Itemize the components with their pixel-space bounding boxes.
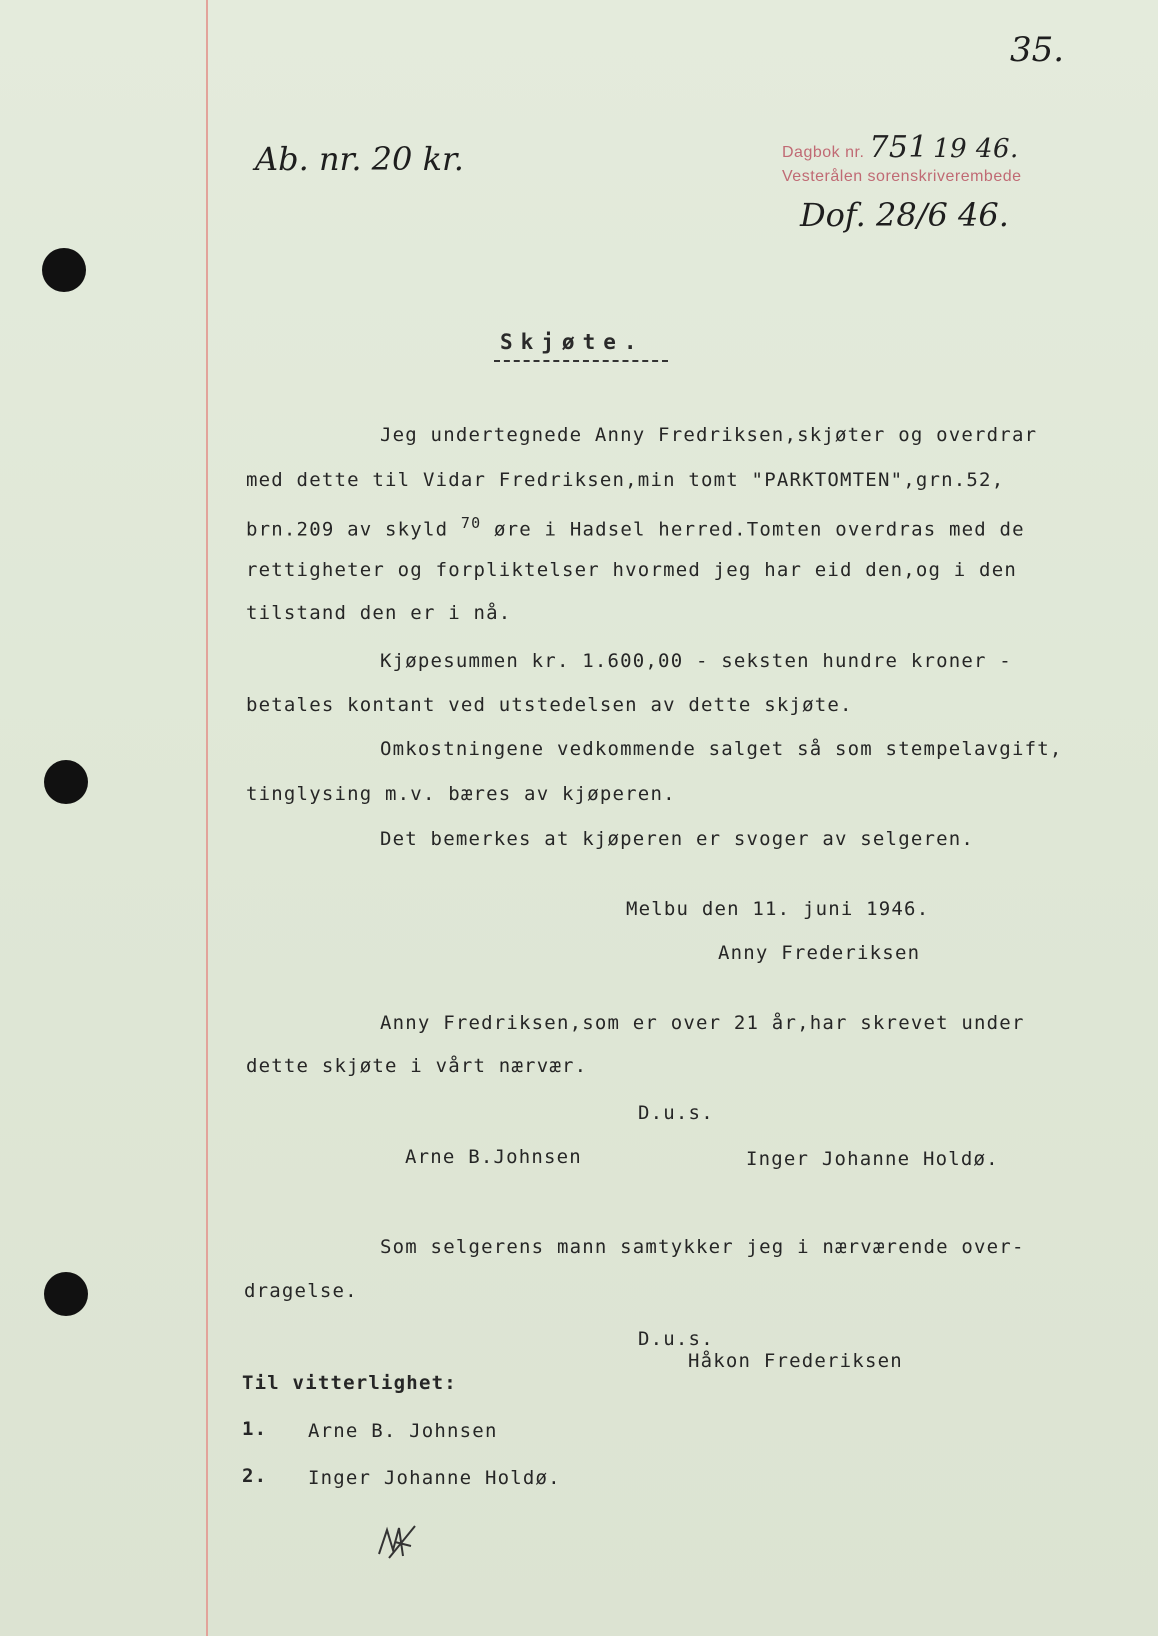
consent-line-1: Som selgerens mann samtykker jeg i nærværende over-: [380, 1236, 1025, 1258]
witness-1-name: Arne B. Johnsen: [308, 1420, 498, 1442]
witness-signature-left: Arne B.Johnsen: [405, 1146, 582, 1168]
consent-line-2: dragelse.: [244, 1280, 358, 1302]
title-underline: [494, 360, 668, 362]
body-line-10: Det bemerkes at kjøperen er svoger av selgeren.: [380, 828, 975, 850]
registered-note: Dof. 28/6 46.: [800, 196, 1009, 234]
witness-statement-line-2: dette skjøte i vårt nærvær.: [246, 1055, 588, 1077]
body-line-3: [246, 514, 1025, 540]
witness-2-number: 2.: [242, 1465, 268, 1487]
punch-hole-bottom: [44, 1272, 88, 1316]
body-line-8: Omkostningene vedkommende salget så som stempelavgift,: [380, 738, 1063, 760]
witness-2-name: Inger Johanne Holdø.: [308, 1467, 561, 1489]
witness-signature-right: Inger Johanne Holdø.: [746, 1148, 999, 1170]
body-line-1: Jeg undertegnede Anny Fredriksen,skjøter og overdrar: [380, 424, 1038, 446]
stamp-year: 19 46.: [933, 134, 1019, 164]
document-title: Skjøte.: [500, 330, 645, 354]
dus-1: D.u.s.: [638, 1102, 714, 1124]
body-line-9: tinglysing m.v. bæres av kjøperen.: [246, 783, 676, 805]
punch-hole-top: [42, 248, 86, 292]
body-line-6: Kjøpesummen kr. 1.600,00 - seksten hundre kroner -: [380, 650, 1012, 672]
punch-hole-middle: [44, 760, 88, 804]
skyld-superscript: 70: [460, 514, 482, 532]
body-line-3-end: øre i Hadsel herred.Tomten overdras med de: [493, 518, 1025, 541]
seller-signature: Anny Frederiksen: [718, 942, 921, 964]
husband-signature: Håkon Frederiksen: [688, 1350, 903, 1372]
margin-line: [206, 0, 208, 1636]
stamp-prefix: Dagbok nr.: [782, 144, 865, 161]
fee-note: Ab. nr. 20 kr.: [255, 140, 464, 178]
stamp-line-2: Vesterålen sorenskriverembede: [782, 168, 1022, 185]
stamp-line-1: [782, 130, 1019, 165]
body-line-5: tilstand den er i nå.: [246, 602, 512, 624]
body-line-2: med dette til Vidar Fredriksen,min tomt "PARKTOMTEN",grn.52,: [246, 469, 1005, 491]
witness-statement-line-1: Anny Fredriksen,som er over 21 år,har skrevet under: [380, 1012, 1025, 1034]
body-line-3-start: brn.209 av skyld: [246, 518, 449, 541]
witness-1-number: 1.: [242, 1418, 268, 1440]
body-line-7: betales kontant ved utstedelsen av dette skjøte.: [246, 694, 853, 716]
til-vitterlighet: Til vitterlighet:: [242, 1372, 457, 1394]
page-number: 35.: [1010, 30, 1065, 70]
dus-2: D.u.s.: [638, 1328, 714, 1350]
body-line-4: rettigheter og forpliktelser hvormed jeg har eid den,og i den: [246, 559, 1017, 581]
initials-mark: [375, 1520, 419, 1564]
stamp-number: 751: [869, 130, 929, 165]
place-date: Melbu den 11. juni 1946.: [626, 898, 930, 920]
